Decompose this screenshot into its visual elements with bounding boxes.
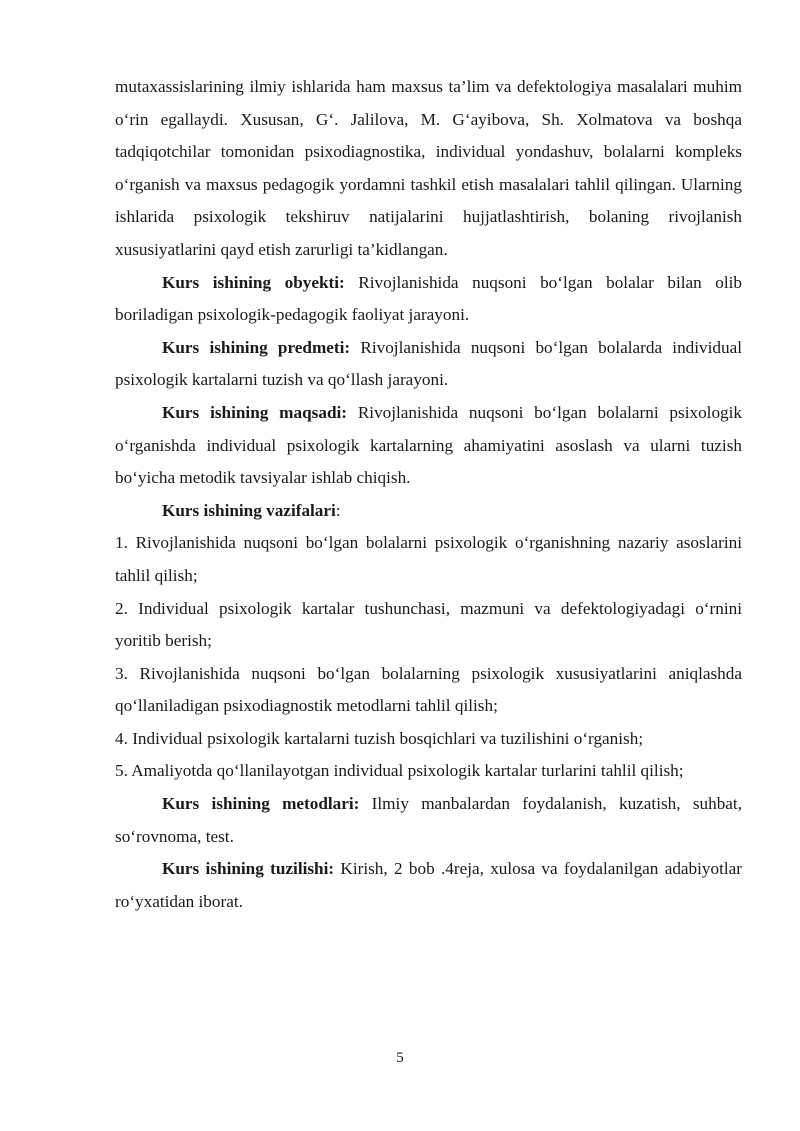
methods-paragraph bbox=[115, 788, 742, 853]
object-text: Rivojlanishida nuqsoni bo‘lgan bolalar bilan olib boriladigan psixologik-pedagogik faoliyat jarayoni. bbox=[115, 272, 743, 325]
methods-text: Ilmiy manbalardan foydalanish, kuzatish, suhbat, so‘rovnoma, test. bbox=[115, 794, 742, 846]
intro-paragraph: mutaxassislarining ilmiy ishlarida ham maxsus ta’lim va defektologiya masalalari muhim o‘rin egallaydi. Xususan, G‘. Jalilova, M. G‘ayibova, Sh. Xolmatova va boshqa tadqiqotchilar tomonidan psixodiagnostika, individual yondashuv, bolalarni kompleks o‘rganish va maxsus pedagogik yordamni tashkil etish masalalari tahlil qilingan. Ularning ishlarida psixologik tekshiruv natijalarini hujjatlashtirish, bolaning rivojlanish xususiyatlarini qayd etish zarurligi ta’kidlangan. bbox=[115, 77, 742, 259]
structure-text: Kirish, 2 bob .4reja, xulosa va foydalanilgan adabiyotlar ro‘yxatidan iborat. bbox=[115, 859, 743, 911]
task-item: 2. Individual psixologik kartalar tushunchasi, mazmuni va defektologiyadagi o‘rnini yoritib berish; bbox=[115, 598, 742, 651]
tasks-suffix: : bbox=[335, 500, 341, 520]
methods-label: Kurs ishining metodlari: bbox=[162, 794, 360, 814]
object-paragraph bbox=[115, 267, 742, 332]
tasks-heading bbox=[115, 495, 742, 528]
tasks-label: Kurs ishining vazifalari bbox=[162, 500, 336, 520]
structure-paragraph bbox=[115, 853, 742, 918]
goal-label: Kurs ishining maqsadi: bbox=[162, 402, 347, 422]
page-number: 5 bbox=[396, 1050, 404, 1066]
object-label: Kurs ishining obyekti: bbox=[162, 272, 345, 292]
task-item: 3. Rivojlanishida nuqsoni bo‘lgan bolalarning psixologik xususiyatlarini aniqlashda qo‘llaniladigan psixodiagnostik metodlarni tahlil qilish; bbox=[115, 663, 742, 716]
task-item: 4. Individual psixologik kartalarni tuzish bosqichlari va tuzilishini o‘rganish; bbox=[115, 728, 644, 748]
structure-label: Kurs ishining tuzilishi: bbox=[162, 859, 335, 879]
goal-paragraph bbox=[115, 397, 742, 495]
subject-label: Kurs ishining predmeti: bbox=[162, 337, 351, 357]
subject-paragraph bbox=[115, 332, 742, 397]
task-item: 1. Rivojlanishida nuqsoni bo‘lgan bolalarni psixologik o‘rganishning nazariy asoslarini tahlil qilish; bbox=[115, 533, 742, 585]
task-item: 5. Amaliyotda qo‘llanilayotgan individual psixologik kartalar turlarini tahlil qilish; bbox=[115, 761, 684, 781]
page-body bbox=[115, 71, 742, 918]
goal-text: Rivojlanishida nuqsoni bo‘lgan bolalarni psixologik o‘rganishda individual psixologik kartalarning ahamiyatini asoslash va ularni tuzish bo‘yicha metodik tavsiyalar ishlab chiqish. bbox=[115, 402, 742, 488]
subject-text: Rivojlanishida nuqsoni bo‘lgan bolalarda individual psixologik kartalarni tuzish va qo‘llash jarayoni. bbox=[115, 337, 742, 390]
